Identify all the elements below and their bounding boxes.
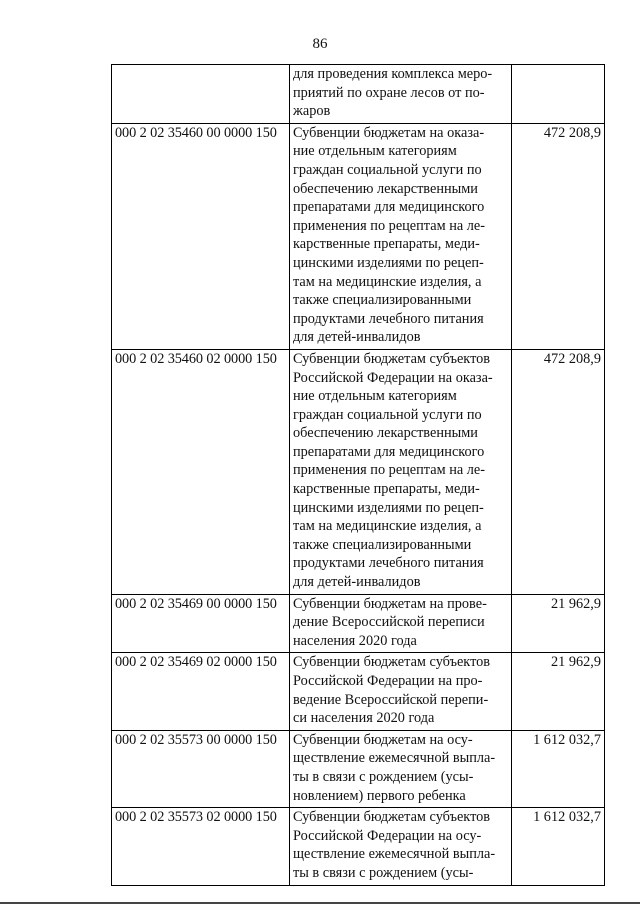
revenue-description xyxy=(290,730,512,807)
description-line: там на медицинские изделия, а xyxy=(293,273,482,290)
description-line: Субвенции бюджетам на осу- xyxy=(293,731,473,748)
description-line: Субвенции бюджетам на оказа- xyxy=(293,124,485,141)
revenue-description xyxy=(290,653,512,730)
revenue-description xyxy=(290,594,512,653)
description-line: дение Всероссийской переписи xyxy=(293,614,485,631)
description-line: там на медицинские изделия, а xyxy=(293,518,482,535)
revenue-description xyxy=(290,808,512,885)
table-row xyxy=(112,349,605,594)
amount-value: 1 612 032,7 xyxy=(512,808,605,885)
description-line: ние отдельным категориям xyxy=(293,143,457,160)
description-line: для детей-инвалидов xyxy=(293,574,421,591)
table-row xyxy=(112,730,605,807)
description-line: Субвенции бюджетам субъектов xyxy=(293,654,491,671)
budget-classification-code: 000 2 02 35460 00 0000 150 xyxy=(112,123,290,349)
description-line: ты в связи с рождением (усы- xyxy=(293,864,474,881)
description-line: ты в связи с рождением (усы- xyxy=(293,768,474,785)
description-line: населения 2020 года xyxy=(293,632,417,649)
bottom-edge-rule xyxy=(0,902,640,904)
budget-classification-code xyxy=(112,65,290,124)
description-line: Российской Федерации на про- xyxy=(293,673,483,689)
description-line: карственные препараты, меди- xyxy=(293,481,480,498)
page-number: 86 xyxy=(312,36,328,52)
description-line: приятий по охране лесов от по- xyxy=(293,84,485,101)
description-line: продуктами лечебного питания xyxy=(293,310,484,327)
description-line: также специализированными xyxy=(293,292,472,309)
description-line: граждан социальной услуги по xyxy=(293,406,482,423)
budget-revenue-table xyxy=(111,64,605,886)
description-line: ществление ежемесячной выпла- xyxy=(293,750,496,767)
description-line: препаратами для медицинского xyxy=(293,443,485,460)
description-line: Субвенции бюджетам субъектов xyxy=(293,350,491,367)
description-line: ние отдельным категориям xyxy=(293,388,457,405)
description-line: обеспечению лекарственными xyxy=(293,425,478,442)
budget-classification-code: 000 2 02 35573 00 0000 150 xyxy=(112,730,290,807)
budget-classification-code: 000 2 02 35469 00 0000 150 xyxy=(112,594,290,653)
description-line: Субвенции бюджетам субъектов xyxy=(293,809,491,826)
description-line: цинскими изделиями по рецеп- xyxy=(293,254,484,271)
description-line: применения по рецептам на ле- xyxy=(293,217,486,234)
description-line: применения по рецептам на ле- xyxy=(293,462,486,479)
description-line: продуктами лечебного питания xyxy=(293,555,484,572)
description-line: си населения 2020 года xyxy=(293,710,435,727)
budget-classification-code: 000 2 02 35469 02 0000 150 xyxy=(112,653,290,730)
amount-value: 472 208,9 xyxy=(512,123,605,349)
description-line: ведение Всероссийской перепи- xyxy=(293,691,489,708)
table-row xyxy=(112,808,605,885)
amount-value: 1 612 032,7 xyxy=(512,730,605,807)
table-row xyxy=(112,123,605,349)
description-line: граждан социальной услуги по xyxy=(293,161,482,178)
budget-classification-code: 000 2 02 35573 02 0000 150 xyxy=(112,808,290,885)
amount-value: 21 962,9 xyxy=(512,594,605,653)
budget-classification-code: 000 2 02 35460 02 0000 150 xyxy=(112,349,290,594)
description-line: для проведения комплекса меро- xyxy=(293,66,493,82)
description-line: препаратами для медицинского xyxy=(293,199,485,216)
table-row xyxy=(112,65,605,124)
description-line: карственные препараты, меди- xyxy=(293,236,480,253)
description-line: также специализированными xyxy=(293,536,472,553)
description-line: Субвенции бюджетам на прове- xyxy=(293,595,487,612)
amount-value xyxy=(512,65,605,124)
table-row xyxy=(112,594,605,653)
description-line: для детей-инвалидов xyxy=(293,329,421,346)
table-row xyxy=(112,653,605,730)
description-line: обеспечению лекарственными xyxy=(293,180,478,197)
table-body xyxy=(112,65,605,886)
description-line: ществление ежемесячной выпла- xyxy=(293,846,496,863)
description-line: Российской Федерации на осу- xyxy=(293,827,482,844)
description-line: жаров xyxy=(293,103,331,120)
description-line: цинскими изделиями по рецеп- xyxy=(293,499,484,516)
amount-value: 21 962,9 xyxy=(512,653,605,730)
revenue-description xyxy=(290,349,512,594)
description-line: Российской Федерации на оказа- xyxy=(293,369,493,386)
amount-value: 472 208,9 xyxy=(512,349,605,594)
revenue-description xyxy=(290,65,512,124)
revenue-description xyxy=(290,123,512,349)
description-line: новлением) первого ребенка xyxy=(293,787,466,804)
